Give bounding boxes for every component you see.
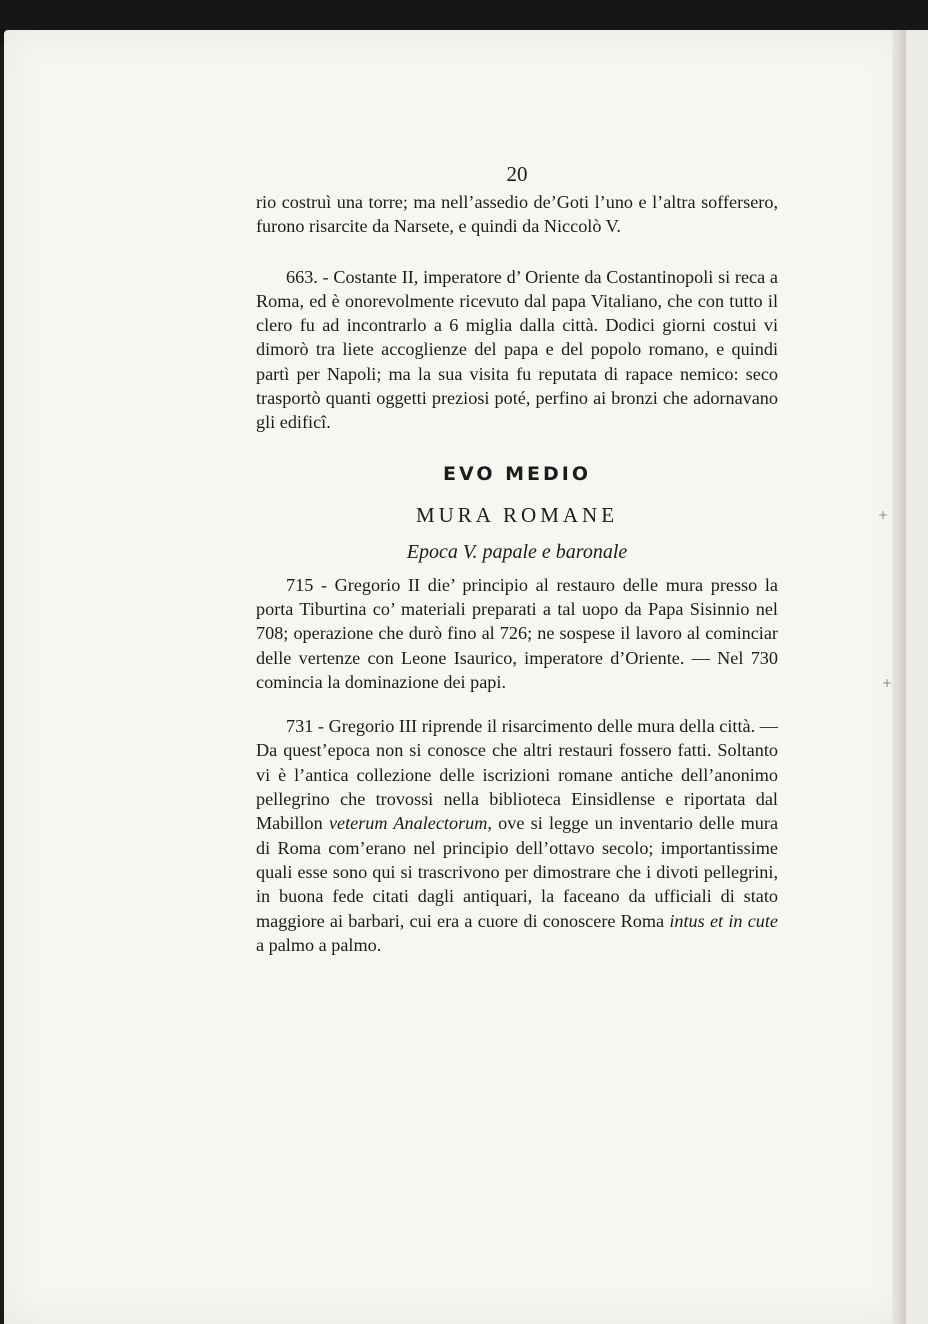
paragraph-continuation: rio costruì una torre; ma nell’assedio de’Goti l’uno e l’altra soffersero, furono risarcite da Narsete, e quindi da Niccolò V. [256,192,778,237]
paragraph-731-text-c: a palmo a palmo. [256,934,382,955]
section-title: EVO MEDIO [443,462,591,485]
margin-mark: + [882,676,893,690]
paragraph-731 [256,714,778,957]
margin-mark: + [878,508,889,522]
paragraph-731-text-b: ove si legge un inventario delle mura di Roma com’erano nel principio dell’ottavo secolo; importantissime quali esse sono qui si trascrivono per dimostrare che i divoti pellegrini, in buona fede citati dagli antiquari, la faceano da ufficiali di stato maggiore ai barbari, cui era a cuore di conoscere Roma [256,813,779,931]
epoch-heading: Epoca V. papale e baronale [406,540,628,563]
page-edge [892,30,906,1324]
italic-citation: veterum Analectorum, [328,813,492,834]
paragraph-663: 663. - Costante II, imperatore d’ Oriente da Costantinopoli si reca a Roma, ed è onorevolmente ricevuto dal papa Vitaliano, che con tutto il clero fu ad incontrarlo a 6 miglia dalla città. Dodici giorni costui vi dimorò tra liete accoglienze del papa e del popolo romano, e quindi partì per Napoli; ma la sua visita fu reputata di rapace nemico: seco trasportò quanti oggetti preziosi poté, perfino ai bronzi che adornavano gli edificî. [256,266,778,433]
scan-border-right [906,30,928,1324]
paragraph-731-text-a: 731 - Gregorio III riprende il risarcimento delle mura della città. — Da quest’epoca non si conosce che altri restauri fossero fatti. Soltanto vi è l’antica collezione delle iscrizioni romane antiche dell’anonimo pellegrino che trovossi nella biblioteca Einsidlense e riportata dal Mabillon [256,716,778,834]
page-text [256,160,778,957]
subsection-title: MURA ROMANE [415,502,619,527]
italic-phrase: intus et in cute [669,910,778,931]
paragraph-715: 715 - Gregorio II die’ principio al restauro delle mura presso la porta Tiburtina co’ materiali preparati a tal uopo da Papa Sisinnio nel 708; operazione che durò fino al 726; ne sospese il lavoro al cominciar delle vertenze con Leone Isaurico, imperatore d’Oriente. — Nel 730 comincia la dominazione dei papi. [256,574,778,692]
page-number: 20 [506,162,528,186]
